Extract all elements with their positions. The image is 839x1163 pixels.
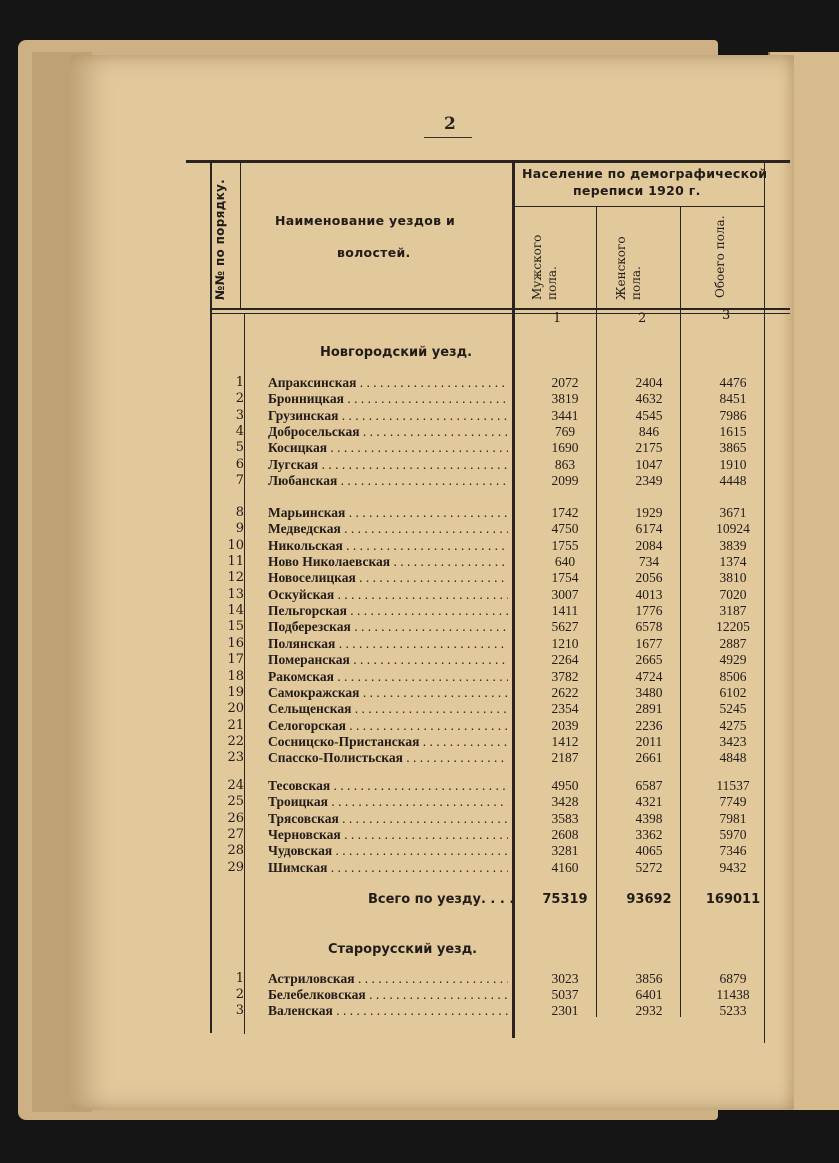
row-number: 21 xyxy=(227,718,244,733)
volost-name: Медведская . . . xyxy=(268,521,508,537)
total-count: 7981 xyxy=(719,811,747,826)
row-number: 10 xyxy=(227,538,244,553)
table-row xyxy=(212,1003,760,1019)
row-number: 16 xyxy=(227,636,244,651)
male-count: 640 xyxy=(554,554,576,569)
group-header-rule xyxy=(514,206,764,207)
total-row xyxy=(212,892,760,910)
male-count: 3782 xyxy=(551,669,579,684)
volost-name: Добросельская . . . xyxy=(268,424,508,440)
male-count: 1742 xyxy=(551,505,579,520)
total-count: 2887 xyxy=(719,636,747,651)
female-count: 734 xyxy=(638,554,660,569)
row-number: 24 xyxy=(227,778,244,793)
volost-name: Тесовская . . . xyxy=(268,778,508,794)
table-row xyxy=(212,619,760,635)
male-count: 3023 xyxy=(551,971,579,986)
total-count: 8506 xyxy=(719,669,747,684)
table-row xyxy=(212,734,760,750)
volost-name: Ново Николаевская . . . xyxy=(268,554,508,570)
table-row xyxy=(212,794,760,810)
female-count: 846 xyxy=(638,424,660,439)
female-count: 4545 xyxy=(635,408,663,423)
female-count: 1047 xyxy=(635,457,663,472)
row-number: 4 xyxy=(235,424,244,439)
female-count: 4065 xyxy=(635,843,663,858)
table-row xyxy=(212,440,760,456)
volost-name: Белебелковская . . . xyxy=(268,987,508,1003)
table-row xyxy=(212,408,760,424)
header-group-line2: переписи 1920 г. xyxy=(573,183,701,198)
row-number: 13 xyxy=(227,587,244,602)
table-row xyxy=(212,473,760,489)
male-count: 3428 xyxy=(551,794,579,809)
row-number: 17 xyxy=(227,652,244,667)
volost-name: Валенская . . . xyxy=(268,1003,508,1019)
table-row xyxy=(212,538,760,554)
total-count: 3187 xyxy=(719,603,747,618)
female-count: 2665 xyxy=(635,652,663,667)
female-count: 2011 xyxy=(635,734,663,749)
row-number: 29 xyxy=(227,860,244,875)
row-number: 1 xyxy=(235,971,244,986)
volost-name: Косицкая . . . xyxy=(268,440,508,456)
female-count: 2661 xyxy=(635,750,663,765)
total-count: 6102 xyxy=(719,685,747,700)
male-count: 4950 xyxy=(551,778,579,793)
volost-name: Новоселицкая . . . xyxy=(268,570,508,586)
row-number: 9 xyxy=(235,521,244,536)
male-count: 3007 xyxy=(551,587,579,602)
female-count: 6578 xyxy=(635,619,663,634)
table-row xyxy=(212,570,760,586)
female-count: 4321 xyxy=(635,794,663,809)
total-count: 4929 xyxy=(719,652,747,667)
female-count: 1776 xyxy=(635,603,663,618)
table-row xyxy=(212,669,760,685)
volost-name: Марьинская . . . xyxy=(268,505,508,521)
table-row xyxy=(212,636,760,652)
total-male: 75319 xyxy=(542,892,588,907)
male-count: 2099 xyxy=(551,473,579,488)
volost-name: Самокражская . . . xyxy=(268,685,508,701)
column-number-2: 2 xyxy=(638,311,647,326)
table-row xyxy=(212,391,760,407)
total-count: 11438 xyxy=(716,987,750,1002)
male-count: 863 xyxy=(554,457,576,472)
volost-name: Черновская . . . xyxy=(268,827,508,843)
male-count: 2608 xyxy=(551,827,579,842)
volost-name: Ракомская . . . xyxy=(268,669,508,685)
total-count: 1615 xyxy=(719,424,747,439)
table-row xyxy=(212,987,760,1003)
male-count: 2187 xyxy=(551,750,579,765)
volost-name: Шимская . . . xyxy=(268,860,508,876)
volost-name: Пельгорская . . . xyxy=(268,603,508,619)
volost-name: Любанская . . . xyxy=(268,473,508,489)
total-count: 7749 xyxy=(719,794,747,809)
volost-name: Никольская . . . xyxy=(268,538,508,554)
total-count: 3671 xyxy=(719,505,747,520)
row-number: 14 xyxy=(227,603,244,618)
male-count: 1412 xyxy=(551,734,579,749)
header-name-line2: волостей. xyxy=(337,245,411,260)
row-number: 20 xyxy=(227,701,244,716)
header-group-line1: Население по демографической xyxy=(522,166,768,181)
row-number: 19 xyxy=(227,685,244,700)
row-number: 3 xyxy=(235,1003,244,1018)
male-count: 1411 xyxy=(551,603,579,618)
female-count: 2404 xyxy=(635,375,663,390)
female-count: 3480 xyxy=(635,685,663,700)
volost-name: Апраксинская . . . xyxy=(268,375,508,391)
total-both: 169011 xyxy=(705,892,761,907)
volost-name: Грузинская . . . xyxy=(268,408,508,424)
total-count: 12205 xyxy=(716,619,750,634)
column-number-1: 1 xyxy=(553,311,562,326)
male-count: 2354 xyxy=(551,701,579,716)
female-count: 4632 xyxy=(635,391,663,406)
row-number: 7 xyxy=(235,473,244,488)
female-count: 2175 xyxy=(635,440,663,455)
female-count: 4013 xyxy=(635,587,663,602)
table-row xyxy=(212,587,760,603)
volost-name: Селогорская . . . xyxy=(268,718,508,734)
total-count: 4448 xyxy=(719,473,747,488)
female-count: 2056 xyxy=(635,570,663,585)
volost-name: Спасско-Полистьская . . . xyxy=(268,750,508,766)
header-bottom-rule xyxy=(212,308,790,310)
total-count: 3423 xyxy=(719,734,747,749)
volost-name: Сосницско-Пристанская . . . xyxy=(268,734,508,750)
total-count: 5245 xyxy=(719,701,747,716)
page-number: 2 xyxy=(444,114,456,134)
total-count: 1910 xyxy=(719,457,747,472)
row-number: 3 xyxy=(235,408,244,423)
male-count: 2039 xyxy=(551,718,579,733)
volost-name: Сельщенская . . . xyxy=(268,701,508,717)
male-count: 1690 xyxy=(551,440,579,455)
table-row xyxy=(212,811,760,827)
female-count: 6174 xyxy=(635,521,663,536)
female-count: 2349 xyxy=(635,473,663,488)
table-row xyxy=(212,843,760,859)
volost-name: Бронницкая . . . xyxy=(268,391,508,407)
table-row xyxy=(212,603,760,619)
row-number: 2 xyxy=(235,987,244,1002)
total-count: 7020 xyxy=(719,587,747,602)
row-number: 18 xyxy=(227,669,244,684)
volost-name: Оскуйская . . . xyxy=(268,587,508,603)
total-count: 4476 xyxy=(719,375,747,390)
total-female: 93692 xyxy=(626,892,672,907)
table-row xyxy=(212,827,760,843)
male-count: 2072 xyxy=(551,375,579,390)
volost-name: Подберезская . . . xyxy=(268,619,508,635)
table-row xyxy=(212,778,760,794)
male-count: 3281 xyxy=(551,843,579,858)
table-row xyxy=(212,505,760,521)
total-count: 6879 xyxy=(719,971,747,986)
total-count: 5970 xyxy=(719,827,747,842)
header-female: Женского пола. xyxy=(614,236,643,300)
row-number: 2 xyxy=(235,391,244,406)
total-count: 8451 xyxy=(719,391,747,406)
total-count: 10924 xyxy=(716,521,750,536)
header-row-number: №№ по порядку. xyxy=(213,178,227,300)
table-row xyxy=(212,424,760,440)
row-number: 12 xyxy=(227,570,244,585)
volost-name: Трясовская . . . xyxy=(268,811,508,827)
male-count: 4750 xyxy=(551,521,579,536)
table-row xyxy=(212,860,760,876)
volost-name: Астриловская . . . xyxy=(268,971,508,987)
column-number-3: 3 xyxy=(722,308,731,323)
total-count: 11537 xyxy=(716,778,750,793)
row-number: 27 xyxy=(227,827,244,842)
male-count: 2301 xyxy=(551,1003,579,1018)
table-row xyxy=(212,521,760,537)
male-count: 3583 xyxy=(551,811,579,826)
page-number-underline xyxy=(424,137,472,138)
row-number: 23 xyxy=(227,750,244,765)
male-count: 2264 xyxy=(551,652,579,667)
table-row xyxy=(212,375,760,391)
row-number: 11 xyxy=(227,554,244,569)
row-number: 5 xyxy=(235,440,244,455)
table-row xyxy=(212,971,760,987)
table-row xyxy=(212,652,760,668)
female-count: 4398 xyxy=(635,811,663,826)
row-number: 15 xyxy=(227,619,244,634)
header-both: Обоего пола. xyxy=(713,215,727,298)
male-count: 4160 xyxy=(551,860,579,875)
total-count: 1374 xyxy=(719,554,747,569)
male-count: 3819 xyxy=(551,391,579,406)
male-count: 5037 xyxy=(551,987,579,1002)
total-label: Всего по уезду. . . . xyxy=(368,892,515,907)
total-count: 3865 xyxy=(719,440,747,455)
female-count: 4724 xyxy=(635,669,663,684)
total-count: 3839 xyxy=(719,538,747,553)
female-count: 2891 xyxy=(635,701,663,716)
section-title-novgorod: Новгородский уезд. xyxy=(320,345,473,360)
table-row xyxy=(212,718,760,734)
male-count: 1210 xyxy=(551,636,579,651)
female-count: 6401 xyxy=(635,987,663,1002)
row-number: 26 xyxy=(227,811,244,826)
total-count: 3810 xyxy=(719,570,747,585)
table-row xyxy=(212,750,760,766)
female-count: 2932 xyxy=(635,1003,663,1018)
female-count: 2236 xyxy=(635,718,663,733)
female-count: 1677 xyxy=(635,636,663,651)
total-count: 4848 xyxy=(719,750,747,765)
col-line-name xyxy=(240,163,241,309)
section-title-staraya-russa: Старорусский уезд. xyxy=(328,942,478,957)
table-top-rule xyxy=(186,160,790,163)
female-count: 3362 xyxy=(635,827,663,842)
male-count: 769 xyxy=(554,424,576,439)
row-number: 25 xyxy=(227,794,244,809)
total-count: 7346 xyxy=(719,843,747,858)
header-name-line1: Наименование уездов и xyxy=(275,213,456,228)
header-male: Мужского пола. xyxy=(530,234,559,300)
row-number: 1 xyxy=(235,375,244,390)
volost-name: Чудовская . . . xyxy=(268,843,508,859)
total-count: 5233 xyxy=(719,1003,747,1018)
female-count: 6587 xyxy=(635,778,663,793)
male-count: 3441 xyxy=(551,408,579,423)
volost-name: Лугская . . . xyxy=(268,457,508,473)
female-count: 3856 xyxy=(635,971,663,986)
table-row xyxy=(212,554,760,570)
table-row xyxy=(212,701,760,717)
female-count: 5272 xyxy=(635,860,663,875)
volost-name: Полянская . . . xyxy=(268,636,508,652)
row-number: 28 xyxy=(227,843,244,858)
male-count: 1754 xyxy=(551,570,579,585)
volost-name: Померанская . . . xyxy=(268,652,508,668)
total-count: 9432 xyxy=(719,860,747,875)
row-number: 8 xyxy=(235,505,244,520)
male-count: 1755 xyxy=(551,538,579,553)
volost-name: Троицкая . . . xyxy=(268,794,508,810)
female-count: 1929 xyxy=(635,505,663,520)
row-number: 6 xyxy=(235,457,244,472)
row-number: 22 xyxy=(227,734,244,749)
table-row xyxy=(212,457,760,473)
male-count: 2622 xyxy=(551,685,579,700)
female-count: 2084 xyxy=(635,538,663,553)
header-bottom-rule-thin xyxy=(212,313,790,314)
table-row xyxy=(212,685,760,701)
total-count: 7986 xyxy=(719,408,747,423)
total-count: 4275 xyxy=(719,718,747,733)
male-count: 5627 xyxy=(551,619,579,634)
